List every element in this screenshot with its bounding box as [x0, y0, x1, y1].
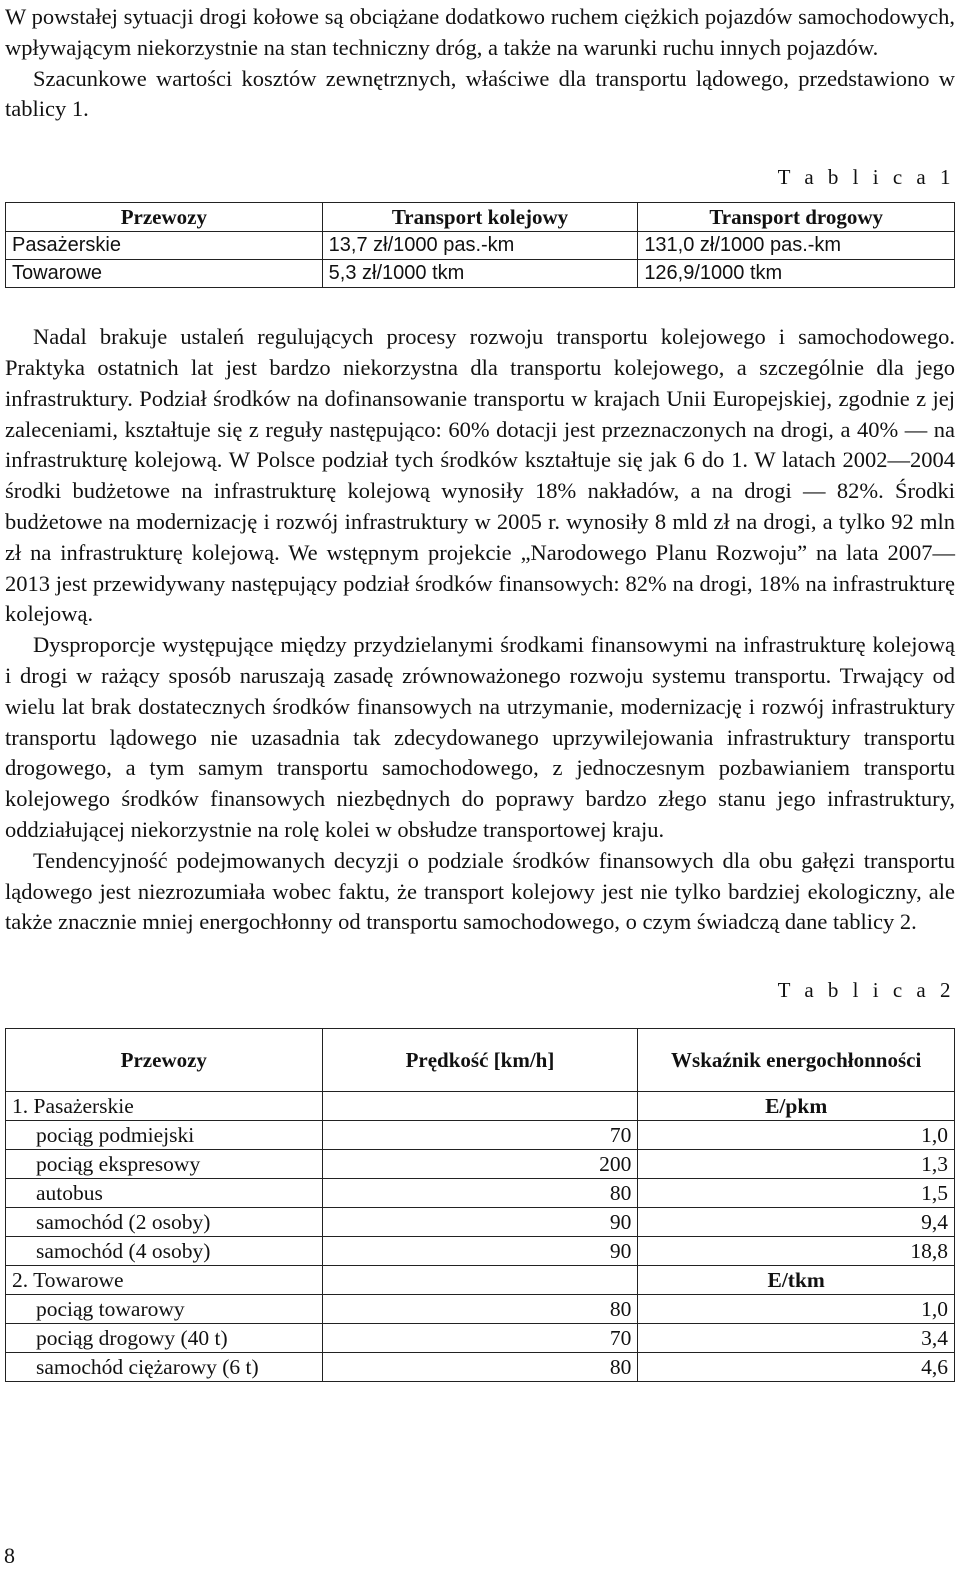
table2-energy: 18,8 — [638, 1237, 955, 1266]
paragraph-external-costs: Szacunkowe wartości kosztów zewnętrznych, właściwe dla transportu lądowego, przedstawiono w tablicy 1. — [5, 65, 955, 122]
table2-empty-cell — [322, 1266, 638, 1295]
table2-energy: 9,4 — [638, 1208, 955, 1237]
table1-header-road: Transport drogowy — [638, 203, 955, 232]
table1-header-rail: Transport kolejowy — [322, 203, 638, 232]
table2-vehicle: samochód ciężarowy (6 t) — [6, 1353, 323, 1382]
table2-speed: 90 — [322, 1208, 638, 1237]
table2-speed: 70 — [322, 1121, 638, 1150]
table-row — [6, 1324, 955, 1353]
table2-empty-cell — [322, 1092, 638, 1121]
table-row — [6, 1353, 955, 1382]
table-row — [6, 1295, 955, 1324]
table2-header-energy: Wskaźnik energochłonności — [638, 1029, 955, 1092]
table1-cell: 13,7 zł/1000 pas.-km — [322, 232, 638, 260]
table2-energy: 1,0 — [638, 1295, 955, 1324]
document-page — [5, 0, 955, 1382]
table2-unit: E/pkm — [638, 1092, 955, 1121]
table2-vehicle: pociąg ekspresowy — [6, 1150, 323, 1179]
table2-section-row — [6, 1266, 955, 1295]
table1-cell: Towarowe — [6, 260, 323, 288]
table2-speed: 200 — [322, 1150, 638, 1179]
table2-vehicle: autobus — [6, 1179, 323, 1208]
table2-energy: 1,5 — [638, 1179, 955, 1208]
page-number: 8 — [4, 1543, 15, 1568]
table2-speed: 80 — [322, 1179, 638, 1208]
table-row — [6, 1150, 955, 1179]
table2-vehicle: pociąg drogowy (40 t) — [6, 1324, 323, 1353]
table2-section-label: 1. Pasażerskie — [6, 1092, 323, 1121]
table2-speed: 80 — [322, 1353, 638, 1382]
table-external-costs — [5, 202, 955, 288]
table2-energy: 1,0 — [638, 1121, 955, 1150]
table2-energy: 3,4 — [638, 1324, 955, 1353]
table2-section-label: 2. Towarowe — [6, 1266, 323, 1295]
table2-energy: 1,3 — [638, 1150, 955, 1179]
table1-caption: T a b l i c a 1 — [777, 165, 955, 190]
table2-header-przewozy: Przewozy — [6, 1029, 323, 1092]
table-row — [6, 1179, 955, 1208]
table1-cell: 131,0 zł/1000 pas.-km — [638, 232, 955, 260]
table1-cell: 126,9/1000 tkm — [638, 260, 955, 288]
table2-caption: T a b l i c a 2 — [777, 978, 955, 1003]
table-row — [6, 1121, 955, 1150]
table2-section-row — [6, 1092, 955, 1121]
table-energy-intensity — [5, 1028, 955, 1382]
table1-header-row — [6, 203, 955, 232]
paragraph-tendency: Tendencyjność podejmowanych decyzji o podziale środków finansowych dla obu gałęzi transportu lądowego jest niezrozumiała wobec faktu, że transport kolejowy jest nie tylko bardziej ekologiczny, ale także znacznie mniej energochłonny od transportu samochodowego, o czym świadczą dane tablicy 2. — [5, 847, 955, 935]
table1-cell: Pasażerskie — [6, 232, 323, 260]
table2-header-speed: Prędkość [km/h] — [322, 1029, 638, 1092]
paragraph-heavy-vehicles: W powstałej sytuacji drogi kołowe są obciążane dodatkowo ruchem ciężkich pojazdów samochodowych, wpływającym niekorzystnie na stan techniczny dróg, a także na warunki ruchu innych pojazdów. — [5, 4, 955, 60]
table2-vehicle: samochód (4 osoby) — [6, 1237, 323, 1266]
table-row — [6, 1237, 955, 1266]
table1-cell: 5,3 zł/1000 tkm — [322, 260, 638, 288]
table2-speed: 70 — [322, 1324, 638, 1353]
table1-header-przewozy: Przewozy — [6, 203, 323, 232]
table2-vehicle: samochód (2 osoby) — [6, 1208, 323, 1237]
table-row — [6, 260, 955, 288]
paragraph-disproportions: Dysproporcje występujące między przydzielanymi środkami finansowymi na infrastrukturę kolejową i drogi w rażący sposób naruszają zasadę zrównoważonego rozwoju systemu transportu. Trwający od wielu lat brak dostatecznych środków finansowych na utrzymanie, modernizację i rozwój infrastruktury transportu lądowego nie uzasadnia tak zdecydowanego uprzywilejowania infrastruktury transportu drogowego, a tym samym transportu samochodowego, z jednoczesnym pozbawianiem transportu kolejowego środków finansowych niezbędnych do poprawy bardzo złego stanu jego infrastruktury, oddziałującej niekorzystnie na rolę kolei w obsłudze transportowej kraju. — [5, 632, 955, 842]
table2-speed: 80 — [322, 1295, 638, 1324]
table2-energy: 4,6 — [638, 1353, 955, 1382]
table2-unit: E/tkm — [638, 1266, 955, 1295]
paragraph-funding: Nadal brakuje ustaleń regulujących procesy rozwoju transportu kolejowego i samochodowego. Praktyka ostatnich lat jest bardzo niekorzystna dla transportu kolejowego, a szczególnie dla jego infrastruktury. Podział środków na dofinansowanie transportu w krajach Unii Europejskiej, zgodnie z jej zaleceniami, kształtuje się z reguły następująco: 60% dotacji jest przeznaczonych na drogi, a 40% — na infrastrukturę kolejową. W Polsce podział tych środków kształtuje się jak 6 do 1. W latach 2002—2004 środki budżetowe na infrastrukturę kolejową wynosiły 18% nakładów, a na drogi — 82%. Środki budżetowe na modernizację i rozwój infrastruktury w 2005 r. wynosiły 8 mld zł na drogi, a tylko 92 mln zł na infrastrukturę kolejową. We wstępnym projekcie „Narodowego Planu Rozwoju” na lata 2007—2013 jest przewidywany następujący podział środków finansowych: 82% na drogi, 18% na infrastrukturę kolejową. — [5, 324, 955, 627]
table2-speed: 90 — [322, 1237, 638, 1266]
table2-header-row — [6, 1029, 955, 1092]
table2-vehicle: pociąg towarowy — [6, 1295, 323, 1324]
table-row — [6, 232, 955, 260]
table-row — [6, 1208, 955, 1237]
table2-vehicle: pociąg podmiejski — [6, 1121, 323, 1150]
